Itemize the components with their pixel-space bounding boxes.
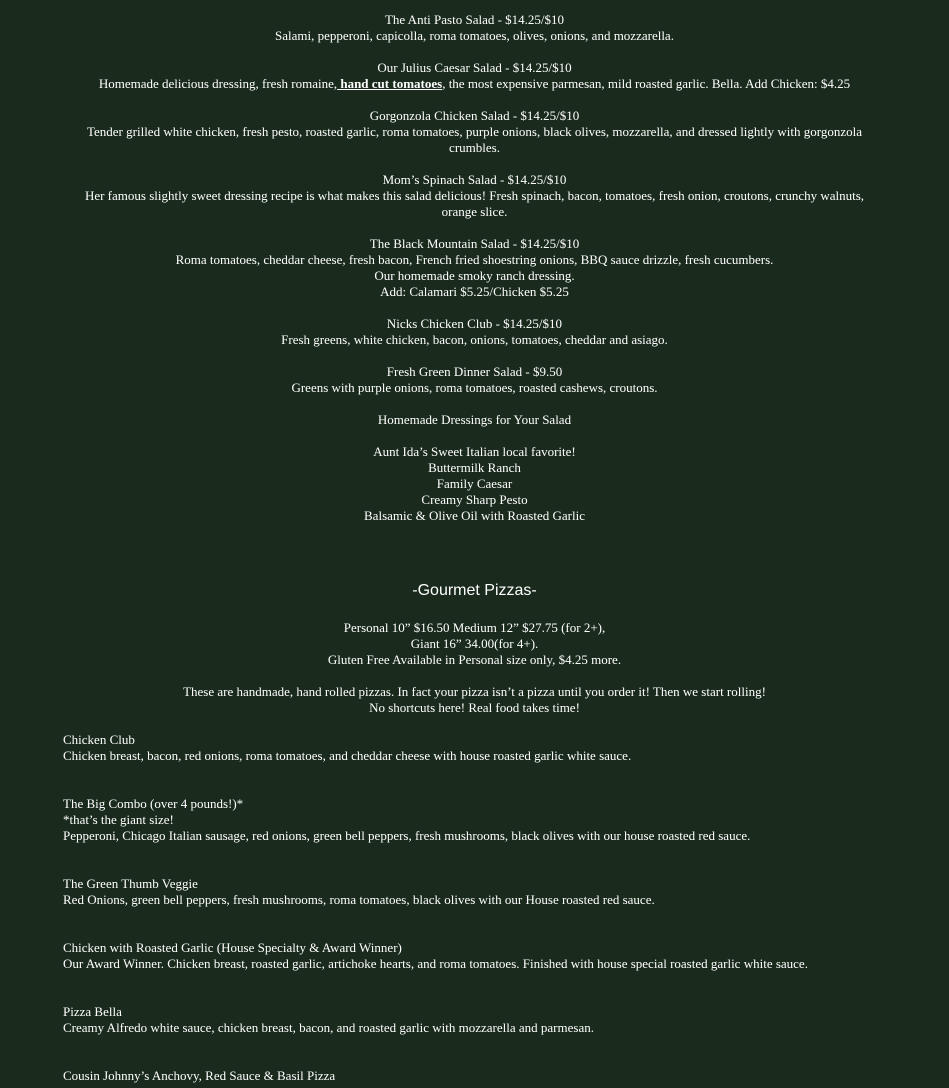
salad-title: Gorgonzola Chicken Salad - $14.25/$10 <box>369 108 580 123</box>
salad-description-emphasis: hand cut tomatoes <box>337 76 443 91</box>
pizza-description: Chicken breast, bacon, red onions, roma tomatoes, and cheddar cheese with house roasted garlic white sauce. <box>63 748 632 763</box>
dressing-item: Creamy Sharp Pesto <box>421 492 528 507</box>
salad-title: The Black Mountain Salad - $14.25/$10 <box>369 236 580 251</box>
pizza-item-chicken-club <box>63 732 909 764</box>
pizza-note-line: No shortcuts here! Real food takes time! <box>369 700 580 715</box>
pizza-description: Our Award Winner. Chicken breast, roasted garlic, artichoke hearts, and roma tomatoes. Finished with house special roasted garlic white sauce. <box>63 956 808 971</box>
salad-moms-spinach <box>75 172 875 220</box>
salad-title: Fresh Green Dinner Salad - $9.50 <box>386 364 563 379</box>
salad-description-start: Homemade delicious dressing, fresh romaine, <box>98 76 338 91</box>
pizza-gluten-free-note: Gluten Free Available in Personal size only, $4.25 more. <box>327 652 622 667</box>
pizza-name: Chicken Club <box>63 732 135 747</box>
dressing-item: Buttermilk Ranch <box>428 460 521 475</box>
pizza-size-note: *that’s the giant size! <box>63 812 174 827</box>
salad-description: Greens with purple onions, roma tomatoes, roasted cashews, croutons. <box>291 380 658 395</box>
salad-description: Salami, pepperoni, capicolla, roma tomatoes, olives, onions, and mozzarella. <box>275 28 674 43</box>
salad-black-mountain <box>75 236 875 300</box>
pizza-item-cousin-johnny-anchovy <box>63 1068 909 1084</box>
salad-title: The Anti Pasto Salad - $14.25/$10 <box>384 12 565 27</box>
salad-description-end: , the most expensive parmesan, mild roasted garlic. Bella. Add Chicken: $4.25 <box>442 76 851 91</box>
salad-fresh-green-dinner <box>75 364 875 396</box>
dressing-item: Family Caesar <box>436 476 513 491</box>
salad-antipasto <box>75 12 875 44</box>
salad-add-ons: Add: Calamari $5.25/Chicken $5.25 <box>380 284 569 299</box>
salad-gorgonzola-chicken <box>75 108 875 156</box>
pizza-item-green-thumb-veggie <box>63 876 909 908</box>
pizza-name: Chicken with Roasted Garlic (House Specialty & Award Winner) <box>63 940 402 955</box>
pizza-section-title: -Gourmet Pizzas- <box>412 582 537 599</box>
pizza-name: The Big Combo (over 4 pounds!)* <box>63 796 244 811</box>
pizza-description: Red Onions, green bell peppers, fresh mushrooms, roma tomatoes, black olives with our House roasted red sauce. <box>63 892 655 907</box>
salad-description <box>55 76 895 92</box>
pizza-item-big-combo <box>63 796 909 844</box>
pizza-name: Pizza Bella <box>63 1004 122 1019</box>
pizza-note-line: These are handmade, hand rolled pizzas. In fact your pizza isn’t a pizza until you order it! Then we start rolling! <box>183 684 766 699</box>
pizza-list <box>0 732 949 1084</box>
pizza-name: Cousin Johnny’s Anchovy, Red Sauce & Basil Pizza <box>63 1068 336 1083</box>
pizza-name: The Green Thumb Veggie <box>63 876 198 891</box>
pizza-sizes <box>0 620 949 668</box>
salad-description: Roma tomatoes, cheddar cheese, fresh bacon, French fried shoestring onions, BBQ sauce drizzle, fresh cucumbers. <box>175 252 774 267</box>
salad-julius-caesar <box>55 60 895 92</box>
salad-description: Tender grilled white chicken, fresh pesto, roasted garlic, roma tomatoes, purple onions, black olives, mozzarella, and dressed lightly with gorgonzola crumbles. <box>86 124 862 155</box>
salad-description: Fresh greens, white chicken, bacon, onions, tomatoes, cheddar and asiago. <box>281 332 668 347</box>
salad-description: Her famous slightly sweet dressing recipe is what makes this salad delicious! Fresh spinach, bacon, tomatoes, fresh onion, croutons, crunchy walnuts, orange slice. <box>84 188 865 219</box>
salad-title: Mom’s Spinach Salad - $14.25/$10 <box>382 172 567 187</box>
salad-nicks-chicken-club <box>75 316 875 348</box>
pizza-size-line: Personal 10” $16.50 Medium 12” $27.75 (for 2+), <box>343 620 606 635</box>
dressing-item: Aunt Ida’s Sweet Italian local favorite! <box>373 444 576 459</box>
salad-title: Nicks Chicken Club - $14.25/$10 <box>386 316 563 331</box>
salad-title: Our Julius Caesar Salad - $14.25/$10 <box>377 60 572 75</box>
dressings-section <box>75 412 875 524</box>
dressing-item: Balsamic & Olive Oil with Roasted Garlic <box>364 508 585 523</box>
pizza-description: Creamy Alfredo white sauce, chicken breast, bacon, and roasted garlic with mozzarella and parmesan. <box>63 1020 594 1035</box>
pizza-size-line: Giant 16” 34.00(for 4+). <box>410 636 539 651</box>
pizza-description: Pepperoni, Chicago Italian sausage, red onions, green bell peppers, fresh mushrooms, black olives with our house roasted red sauce. <box>63 828 751 843</box>
salad-dressing-note: Our homemade smoky ranch dressing. <box>374 268 575 283</box>
pizza-handmade-note <box>0 684 949 716</box>
pizza-item-pizza-bella <box>63 1004 909 1036</box>
pizza-item-chicken-roasted-garlic <box>63 940 909 972</box>
dressings-title: Homemade Dressings for Your Salad <box>377 412 572 427</box>
